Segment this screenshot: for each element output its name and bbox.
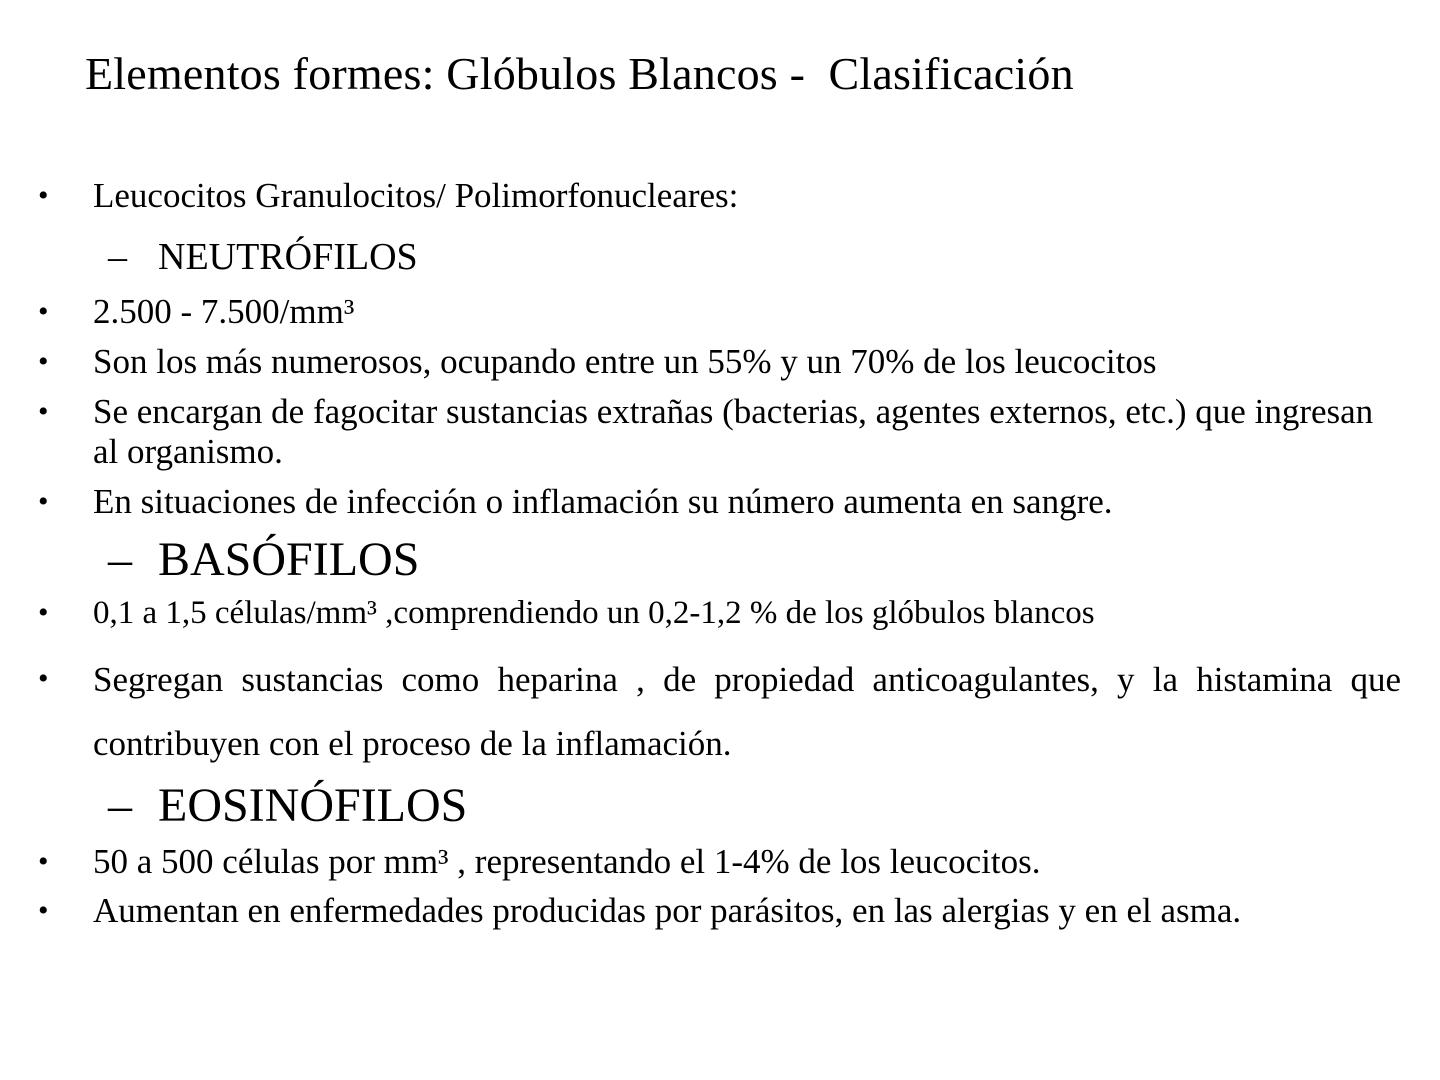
section-heading-text: EOSINÓFILOS	[158, 779, 468, 832]
bullet-text: 2.500 - 7.500/mm³	[93, 292, 355, 331]
dash-icon: –	[108, 779, 132, 832]
section-heading-neutrofilos	[108, 234, 418, 280]
bullet-icon: •	[38, 596, 49, 629]
dash-icon: –	[108, 236, 127, 278]
bullet-icon: •	[38, 345, 49, 378]
bullet-icon: •	[38, 845, 49, 878]
bullet-text: Leucocitos Granulocitos/ Polimorfonucleares:	[93, 176, 739, 215]
bullet-text: En situaciones de infección o inflamación su número aumenta en sangre.	[93, 482, 1113, 521]
bullet-text: Aumentan en enfermedades producidas por parásitos, en las alergias y en el asma.	[93, 891, 1242, 930]
bullet-icon: •	[38, 295, 49, 328]
bullet-icon: •	[38, 485, 49, 518]
bullet-text: 0,1 a 1,5 células/mm³ ,comprendiendo un 0,2-1,2 % de los glóbulos blancos	[93, 595, 1095, 631]
dash-icon: –	[108, 533, 132, 586]
bullet-text: Son los más numerosos, ocupando entre un 55% y un 70% de los leucocitos	[93, 342, 1157, 381]
bullet-icon: •	[38, 179, 49, 212]
bullet-icon: •	[38, 395, 49, 428]
section-heading-text: BASÓFILOS	[158, 533, 420, 586]
section-heading-eosinofilos	[108, 778, 467, 834]
bullet-text: Segregan sustancias como heparina , de propiedad anticoagulantes, y la histamina que contribuyen con el proceso de la inflamación.	[93, 660, 1401, 763]
slide-title: Elementos formes: Glóbulos Blancos - Clasificación	[85, 48, 1074, 99]
section-heading-text: NEUTRÓFILOS	[158, 236, 418, 278]
bullet-icon: •	[38, 662, 49, 695]
bullet-icon: •	[38, 894, 49, 927]
section-heading-basofilos	[108, 532, 419, 588]
bullet-text: 50 a 500 células por mm³ , representando el 1-4% de los leucocitos.	[93, 842, 1041, 881]
bullet-text: Se encargan de fagocitar sustancias extrañas (bacterias, agentes externos, etc.) que ingresan al organismo.	[93, 392, 1374, 471]
